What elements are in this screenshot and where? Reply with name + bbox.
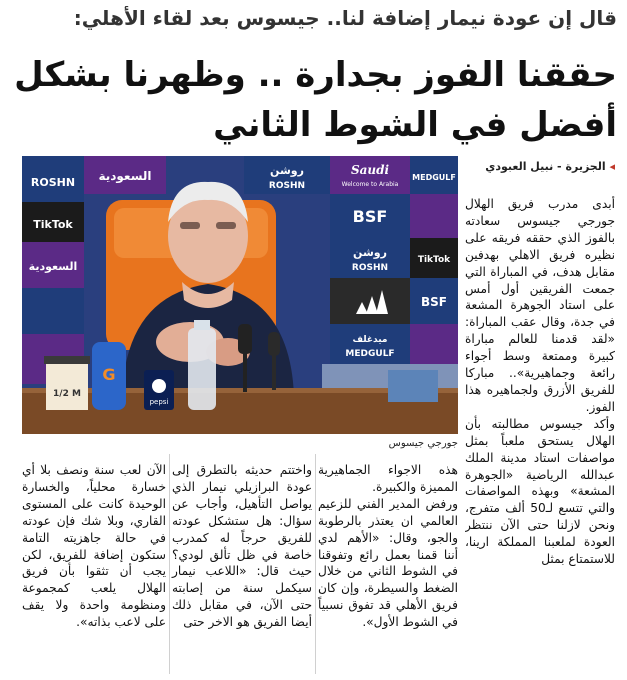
column-3-paragraph-1: واختتم حديثه بالتطرق إلى عودة البرازيلي نيمار الذي يواصل التأهيل، وأجاب عن سؤال: هل ستشكل عودته للفريق حرجاً له كمدرب خاصة في ظل تألق لودي؟ حيث قال: «اللاعب نيمار سيكمل سنة من إصابته حتى الآن، في مقابل ذلك أيضا الفريق هو الاخر حتى [172, 463, 312, 630]
photo-board-medgulf-top: MEDGULF [412, 173, 456, 182]
column-1-paragraph-2: وأكد جيسوس مطالبته بأن الهلال يستحق ملعباً بمثل مواصفات استاد مدينة الملك عبدالله الرياضية «الجوهرة المشعة» وبهذه المواصفات والتي تتسع لـ50 ألف متفرج، ونحن لازلنا حتى الآن ننتظر العودة لملعبنا المملكة ارينا، للاستمتاع بمثل [465, 416, 615, 567]
byline-author: - نبيل العبودي [485, 160, 562, 173]
photo-board-medgulf-ar: ميدغلف [352, 335, 388, 345]
byline [467, 160, 615, 173]
column-divider [315, 454, 316, 674]
photo-board-roshn-latin-top: ROSHN [268, 181, 306, 191]
article-headline [0, 50, 617, 150]
photo-board-tiktok: TikTok [33, 218, 73, 231]
column-divider [169, 454, 170, 674]
photo-board-bsf-right: BSF [421, 295, 447, 309]
article-kicker: قال إن عودة نيمار إضافة لنا.. جيسوس بعد لقاء الأهلي: [73, 6, 617, 30]
column-4-paragraph-1: الآن لعب سنة ونصف بلا أي خسارة محلياً، والخسارة الوحيدة كانت على المستوى القاري، وبلا شك فإن عودته في حالة جاهزيته التامة ستكون إضافة للفريق، لكن يجب أن تثقوا بأن فريق الهلال يلعب كمجموعة ومنظومة واحدة ولا يقف على لاعب بذاته». [22, 463, 166, 630]
photo-board-roshn-ar: روشن [270, 164, 304, 177]
headline-line-2: أفضل في الشوط الثاني [213, 105, 617, 145]
photo-can-label: pepsi [149, 398, 169, 406]
article-column-2 [318, 462, 458, 631]
photo-board-saudi-ar: السعودية [98, 169, 152, 183]
article-column-4 [22, 462, 166, 631]
photo-board-roshn-ar-2: روشن [353, 246, 387, 259]
photo-board-saudi-latin: Saudi [350, 163, 390, 177]
photo-caption: جورجي جيسوس [388, 438, 458, 449]
article-column-1 [465, 196, 615, 676]
column-2-paragraph-2: ورفض المدير الفني للزعيم العالمي ان يعتذر بالرطوبة والجو، وقال: «الأهم لدي أننا قمنا بعمل رائع وتفوقنا في الشوط الثاني من خلال الضغط والسيطرة، وإن كان فريق الأهلي قد تفوق نسبياً في الشوط الأول». [318, 496, 458, 630]
photo-board-medgulf: MEDGULF [345, 349, 395, 359]
photo-board-bsf: BSF [352, 207, 388, 226]
photo-board-tiktok-right: TikTok [417, 255, 451, 265]
column-2-paragraph-1: هذه الاجواء الجماهيرية المميزة والكبيرة. [318, 463, 458, 494]
photo-board-roshn-latin: ROSHN [30, 176, 76, 189]
photo-board-saudi-ar-left: السعودية [28, 260, 78, 273]
photo-board-saudi-tagline: Welcome to Arabia [341, 181, 399, 188]
byline-marker-icon: ◂ [609, 160, 615, 173]
photo-board-roshn-latin-2: ROSHN [351, 263, 389, 273]
article-column-3 [172, 462, 312, 631]
headline-line-1: حققنا الفوز بجدارة .. وظهرنا بشكل [14, 55, 617, 95]
photo-cup-label: 1/2 M [53, 389, 81, 399]
byline-source: الجزيرة [565, 160, 606, 173]
press-conference-photo [22, 156, 458, 434]
svg-text:G: G [102, 365, 116, 384]
column-1-paragraph-1: أبدى مدرب فريق الهلال جورجي جيسوس سعادته بالفوز الذي حققه فريقه على نظيره فريق الاهلي بهدفين مقابل هدف، في المباراة التي جمعت الفريقين أول أمس على استاد الجوهرة المشعة في جدة، وقال عقب المباراة: «لقد قدمنا للعالم مباراة كبيرة وممتعة وسط أجواء رائعة وجماهيرية».. مباركا للفريق الأزرق ولجماهيره هذا الفوز. [465, 197, 615, 414]
